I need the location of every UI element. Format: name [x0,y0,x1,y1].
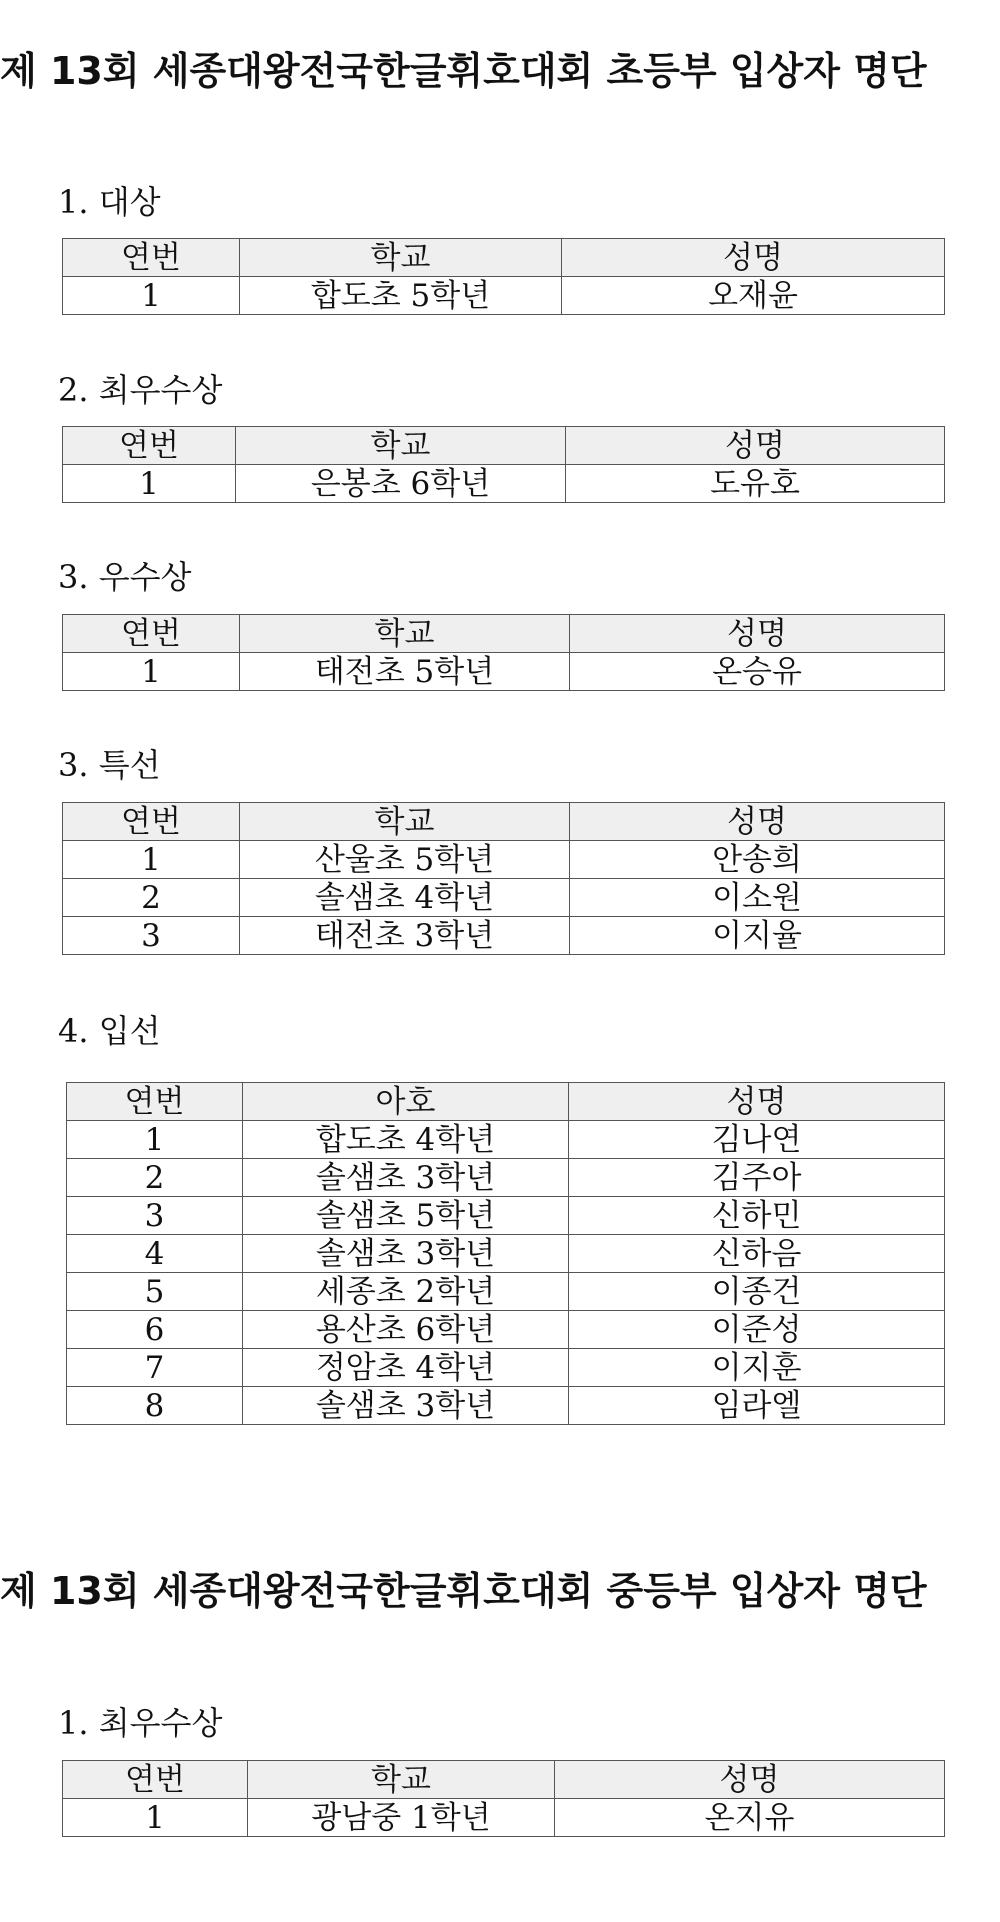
table-row [67,1387,945,1425]
table-header-row [63,615,945,653]
cell-number: 3 [63,917,240,955]
header-school: 학교 [240,239,562,277]
cell-number: 4 [67,1235,243,1273]
cell-name: 임라엘 [569,1387,945,1425]
header-name: 성명 [569,1083,945,1121]
header-school: 학교 [248,1761,555,1799]
header-name: 성명 [570,615,945,653]
table-header-row [63,427,945,465]
cell-school: 은봉초 6학년 [236,465,566,503]
table-middle-top-excellence [62,1760,945,1837]
heading-special-selection: 3. 특선 [58,746,161,784]
cell-school: 합도초 5학년 [240,277,562,315]
cell-school: 산울초 5학년 [240,841,570,879]
header-number: 연번 [63,615,240,653]
table-header-row [63,803,945,841]
heading-honorable-mention: 4. 입선 [58,1012,161,1050]
heading-grand-prize: 1. 대상 [58,183,161,221]
table-row [63,465,945,503]
table-row [63,841,945,879]
cell-name: 도유호 [566,465,945,503]
cell-name: 신하음 [569,1235,945,1273]
header-number: 연번 [63,1761,248,1799]
cell-name: 김나연 [569,1121,945,1159]
table-row [67,1311,945,1349]
table-row [63,1799,945,1837]
cell-name: 이지훈 [569,1349,945,1387]
cell-number: 1 [63,841,240,879]
table-header-row [63,1761,945,1799]
cell-school: 솔샘초 4학년 [240,879,570,917]
cell-school: 솔샘초 3학년 [243,1159,569,1197]
cell-name: 이지율 [570,917,945,955]
cell-school: 태전초 3학년 [240,917,570,955]
cell-school: 태전초 5학년 [240,653,570,691]
page-title-middle-school: 제 13회 세종대왕전국한글휘호대회 중등부 입상자 명단 [0,1569,927,1613]
table-row [67,1349,945,1387]
heading-middle-top-excellence: 1. 최우수상 [58,1704,223,1742]
cell-number: 5 [67,1273,243,1311]
header-pen-name: 아호 [243,1083,569,1121]
cell-number: 1 [63,1799,248,1837]
table-row [67,1121,945,1159]
table-header-row [67,1083,945,1121]
cell-name: 김주아 [569,1159,945,1197]
cell-number: 1 [67,1121,243,1159]
cell-school: 솔샘초 3학년 [243,1235,569,1273]
cell-school: 정암초 4학년 [243,1349,569,1387]
cell-school: 합도초 4학년 [243,1121,569,1159]
cell-number: 2 [67,1159,243,1197]
table-top-excellence [62,426,945,503]
header-school: 학교 [240,615,570,653]
cell-name: 오재윤 [562,277,945,315]
table-grand-prize [62,238,945,315]
header-number: 연번 [63,803,240,841]
table-honorable-mention [66,1082,945,1425]
cell-name: 이종건 [569,1273,945,1311]
heading-top-excellence: 2. 최우수상 [58,371,223,409]
table-row [63,917,945,955]
cell-name: 안송희 [570,841,945,879]
table-row [63,653,945,691]
header-name: 성명 [555,1761,945,1799]
table-header-row [63,239,945,277]
cell-name: 신하민 [569,1197,945,1235]
table-row [67,1197,945,1235]
cell-school: 솔샘초 5학년 [243,1197,569,1235]
table-row [63,277,945,315]
table-special-selection [62,802,945,955]
cell-school: 용산초 6학년 [243,1311,569,1349]
cell-number: 8 [67,1387,243,1425]
cell-number: 7 [67,1349,243,1387]
page-title-elementary: 제 13회 세종대왕전국한글휘호대회 초등부 입상자 명단 [0,49,927,93]
cell-school: 세종초 2학년 [243,1273,569,1311]
cell-number: 1 [63,465,236,503]
cell-school: 솔샘초 3학년 [243,1387,569,1425]
header-number: 연번 [67,1083,243,1121]
table-row [67,1273,945,1311]
header-number: 연번 [63,239,240,277]
cell-name: 이소원 [570,879,945,917]
cell-number: 1 [63,277,240,315]
header-number: 연번 [63,427,236,465]
header-school: 학교 [236,427,566,465]
heading-excellence: 3. 우수상 [58,558,192,596]
cell-name: 이준성 [569,1311,945,1349]
cell-school: 광남중 1학년 [248,1799,555,1837]
header-name: 성명 [562,239,945,277]
cell-name: 온지유 [555,1799,945,1837]
cell-name: 온승유 [570,653,945,691]
header-name: 성명 [570,803,945,841]
cell-number: 1 [63,653,240,691]
table-row [67,1159,945,1197]
table-row [67,1235,945,1273]
table-excellence [62,614,945,691]
cell-number: 3 [67,1197,243,1235]
cell-number: 2 [63,879,240,917]
header-name: 성명 [566,427,945,465]
cell-number: 6 [67,1311,243,1349]
header-school: 학교 [240,803,570,841]
table-row [63,879,945,917]
